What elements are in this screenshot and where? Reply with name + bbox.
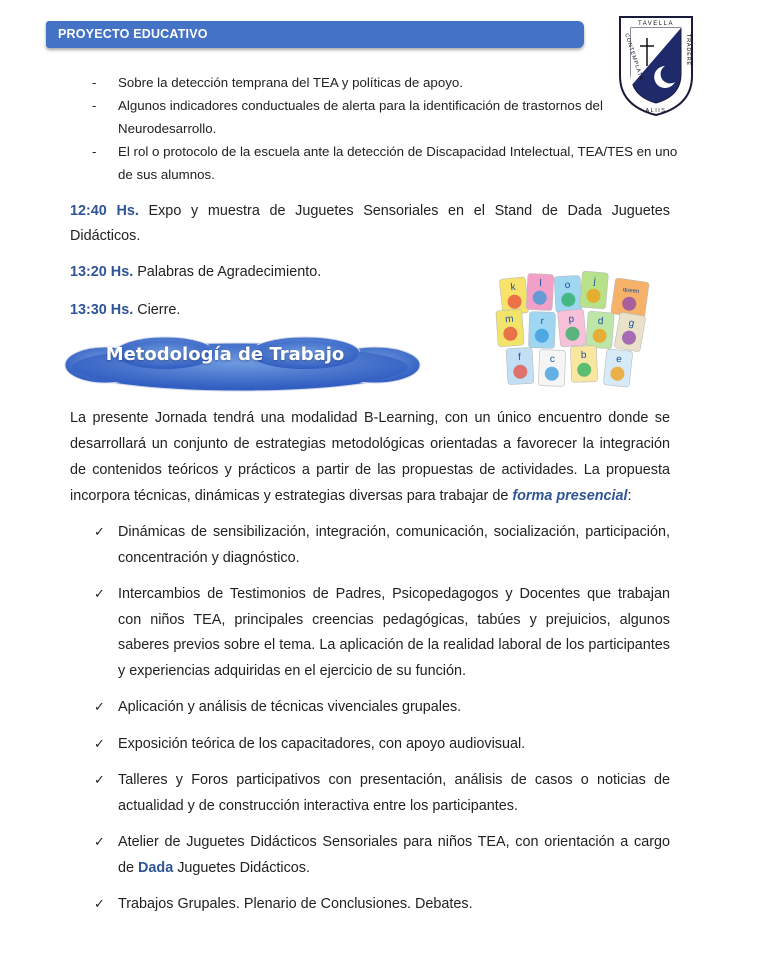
dash-marker: - <box>92 144 97 159</box>
letter-card <box>526 273 554 310</box>
check-icon: ✓ <box>94 525 105 540</box>
check-icon: ✓ <box>94 587 105 602</box>
list-item-text: El rol o protocolo de la escuela ante la detección de Discapacidad Intelectual, TEA/TES en uno de sus alumnos. <box>118 144 678 182</box>
header-title: PROYECTO EDUCATIVO <box>58 27 208 41</box>
check-icon: ✓ <box>94 897 105 912</box>
section-title: Metodología de Trabajo <box>105 344 345 365</box>
list-item-text: Aplicación y análisis de técnicas vivenciales grupales. <box>118 699 462 715</box>
letter-card-label: f <box>517 351 522 364</box>
letter-card-label: l <box>539 277 542 290</box>
methods-list <box>70 520 670 929</box>
brand-name: Dada <box>138 859 174 876</box>
dash-marker: - <box>92 75 97 90</box>
alphabet-cards-image <box>493 270 661 392</box>
letter-card <box>586 311 614 349</box>
list-item <box>92 71 682 94</box>
list-item <box>70 582 670 684</box>
intro-emphasis: forma presencial <box>512 488 628 504</box>
letter-card-label: d <box>597 315 604 328</box>
letter-card <box>579 271 608 309</box>
logo-bottom-text: ALIIS <box>645 108 667 114</box>
letter-card-label: queen <box>622 286 640 296</box>
list-item-text: Talleres y Foros participativos con presentación, análisis de casos o noticias de actualidad y de construcción interactiva entre los participantes. <box>118 772 670 814</box>
list-item <box>70 768 670 819</box>
list-item <box>70 695 670 721</box>
topics-list <box>92 71 682 186</box>
list-item-text: Trabajos Grupales. Plenario de Conclusiones. Debates. <box>118 896 473 912</box>
intro-tail: : <box>627 488 632 504</box>
letter-card-label: o <box>564 279 571 292</box>
list-item <box>70 830 670 881</box>
letter-card-label: g <box>627 317 636 330</box>
letter-card <box>554 275 582 312</box>
list-item-text: Algunos indicadores conductuales de alerta para la identificación de trastornos del Neurodesarrollo. <box>118 98 603 136</box>
schedule-text: Cierre. <box>133 302 181 318</box>
letter-card-label: r <box>540 315 545 328</box>
letter-card <box>496 309 524 347</box>
letter-card-label: p <box>568 313 575 326</box>
methodology-intro <box>70 405 670 509</box>
logo-top-text: TAVELLA <box>638 21 674 27</box>
letter-card <box>506 347 534 384</box>
letter-card <box>570 346 597 383</box>
list-item-text: Juguetes Didácticos. <box>173 859 311 876</box>
dash-marker: - <box>92 98 97 113</box>
letter-card <box>611 278 650 318</box>
check-icon: ✓ <box>94 736 105 752</box>
list-item <box>92 140 682 186</box>
check-icon: ✓ <box>94 773 105 788</box>
list-item-text: Dinámicas de sensibilización, integración, comunicación, socialización, participación, concentración y diagnóstico. <box>118 524 670 566</box>
letter-card-label: b <box>580 349 587 362</box>
letter-card <box>538 350 565 387</box>
schedule-time: 13:20 Hs. <box>70 264 134 280</box>
schedule-item <box>70 199 670 249</box>
letter-card-label: j <box>593 275 597 288</box>
list-item <box>92 94 682 140</box>
intro-text: La presente Jornada tendrá una modalidad B-Learning, con un único encuentro donde se desarrollará un conjunto de estrategias metodológicas orientadas a favorecer la integración de contenidos teóricos y prácticos a partir de las propuestas de actividades. La propuesta incorpora técnicas, dinámicas y estrategias diversas para trabajar de <box>70 410 670 504</box>
list-item <box>70 732 670 758</box>
check-icon: ✓ <box>94 835 105 850</box>
schedule-text: Expo y muestra de Juguetes Sensoriales en el Stand de Dada Juguetes Didácticos. <box>70 203 670 244</box>
letter-card-label: c <box>549 353 555 366</box>
schedule-text: Palabras de Agradecimiento. <box>133 264 322 280</box>
schedule-time: 12:40 Hs. <box>70 203 139 219</box>
check-icon: ✓ <box>94 700 105 715</box>
letter-card <box>557 309 586 347</box>
letter-card <box>528 312 555 349</box>
logo-left-text: CONTEMPLATA <box>623 32 645 82</box>
letter-card-label: m <box>504 313 514 326</box>
list-item-text: Intercambios de Testimonios de Padres, Psicopedagogos y Docentes que trabajan con niños TEA, principales creencias pedagógicas, tabúes y prejuicios, algunos saberes previos sobre el tema. La aplicación de la realidad laboral de los participantes y experiencias adquiridas en el ejercicio de su función. <box>118 586 670 679</box>
letter-card <box>603 349 633 388</box>
list-item <box>70 520 670 571</box>
header-bar <box>46 21 584 48</box>
letter-card-label: k <box>510 281 517 294</box>
schedule-time: 13:30 Hs. <box>70 302 134 318</box>
list-item-text: Exposición teórica de los capacitadores, con apoyo audiovisual. <box>118 735 526 752</box>
letter-card-label: e <box>615 353 623 366</box>
list-item-text: Sobre la detección temprana del TEA y políticas de apoyo. <box>118 75 463 90</box>
logo-right-text: TRADERE <box>685 34 691 66</box>
list-item <box>70 892 670 918</box>
letter-card <box>614 312 646 352</box>
list-item-text: Atelier de Juguetes Didácticos Sensoriales para niños TEA, con orientación a cargo de <box>118 834 670 876</box>
